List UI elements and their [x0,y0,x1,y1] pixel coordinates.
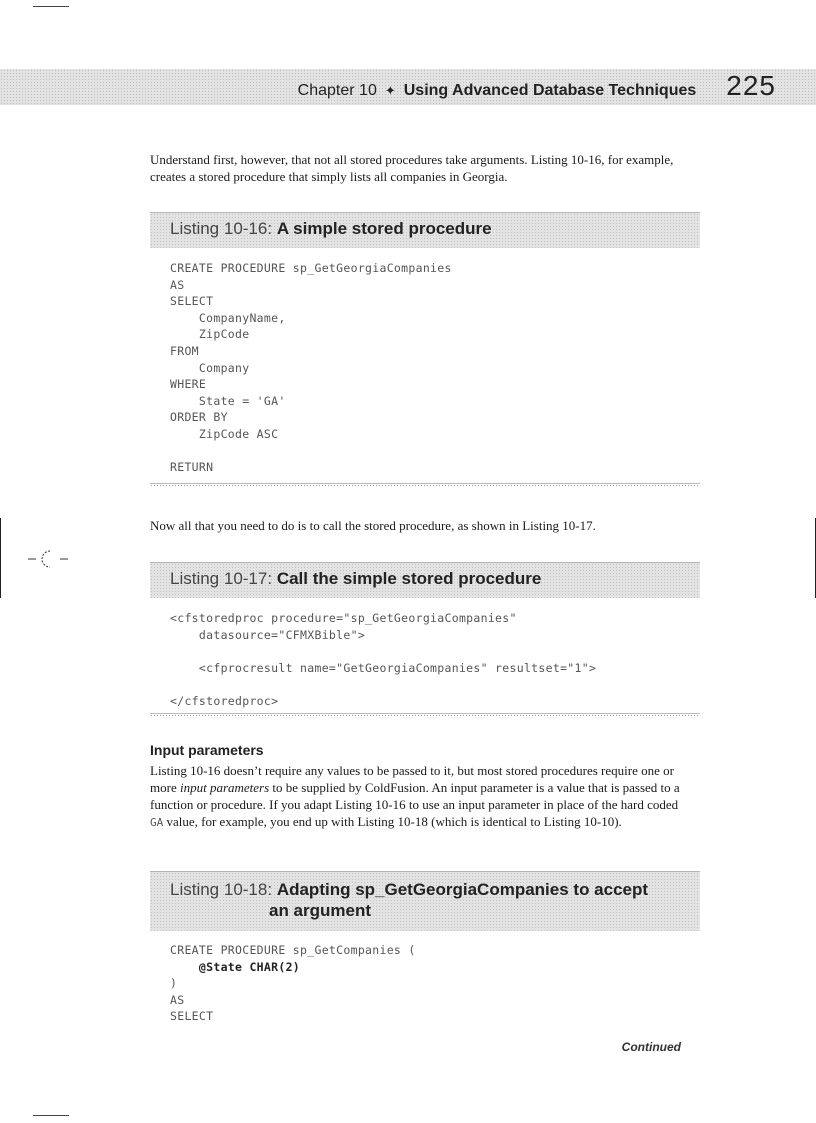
listing-10-18-header [150,871,700,931]
listing-10-18-code [170,942,416,1025]
paragraph-text: Listing 10-16 doesn’t require any values to be passed to it, but most stored procedures require one or more [150,763,674,795]
listing-title: Adapting sp_GetGeorgiaCompanies to accept [276,880,649,899]
listing-label: Listing 10-16: [170,219,273,238]
inline-code: GA [150,816,164,829]
middle-paragraph: Now all that you need to do is to call the stored procedure, as shown in Listing 10-17. [150,518,596,533]
listing-label: Listing 10-17: [170,569,273,588]
paragraph-text: to be supplied by ColdFusion. An input parameter is a value that is passed to a function or procedure. If you adapt Listing 10-16 to use an input parameter in place of the hard coded [150,780,680,812]
intro-paragraph: Understand first, however, that not all stored procedures take arguments. Listing 10-16, for example, creates a stored procedure that simply lists all companies in Georgia. [150,152,674,184]
chapter-title: Using Advanced Database Techniques [403,82,697,99]
chapter-label: Chapter 10 [297,82,377,99]
page-number: 225 [726,70,776,101]
listing-10-17-code: <cfstoredproc procedure="sp_GetGeorgiaCompanies" datasource="CFMXBible"> <cfprocresult name="GetGeorgiaCompanies" resultset="1"> </cfstoredproc> [170,611,597,708]
paragraph-text: value, for example, you end up with Listing 10-18 (which is identical to Listing 10-10). [163,814,622,829]
listing-title: Call the simple stored procedure [276,569,542,588]
diamond-icon: ✦ [384,83,396,98]
listing-10-16-code: CREATE PROCEDURE sp_GetGeorgiaCompanies AS SELECT CompanyName, ZipCode FROM Company WHERE State = 'GA' ORDER BY ZipCode ASC RETURN [170,261,452,475]
listing-label: Listing 10-18: [170,880,273,899]
continued-label: Continued [621,1040,681,1054]
listing-rule [150,713,700,718]
listing-10-16-header [150,212,700,248]
listing-10-17-header [150,562,700,598]
listing-title-continued: an argument [269,901,372,920]
crop-mark-top [33,6,69,7]
code-line: ) AS SELECT [170,976,214,1024]
emphasis-term: input parameters [179,780,270,795]
listing-title: A simple stored procedure [276,219,492,238]
margin-rule-left [0,518,1,598]
code-line-parameter: @State CHAR(2) [170,959,301,974]
section-heading: Input parameters [150,742,264,758]
listing-rule [150,483,700,488]
registration-mark-icon [26,547,70,571]
code-line: CREATE PROCEDURE sp_GetCompanies ( [170,943,416,957]
input-parameters-paragraph [150,762,690,831]
running-header [298,72,776,102]
crop-mark-bottom [33,1115,69,1116]
